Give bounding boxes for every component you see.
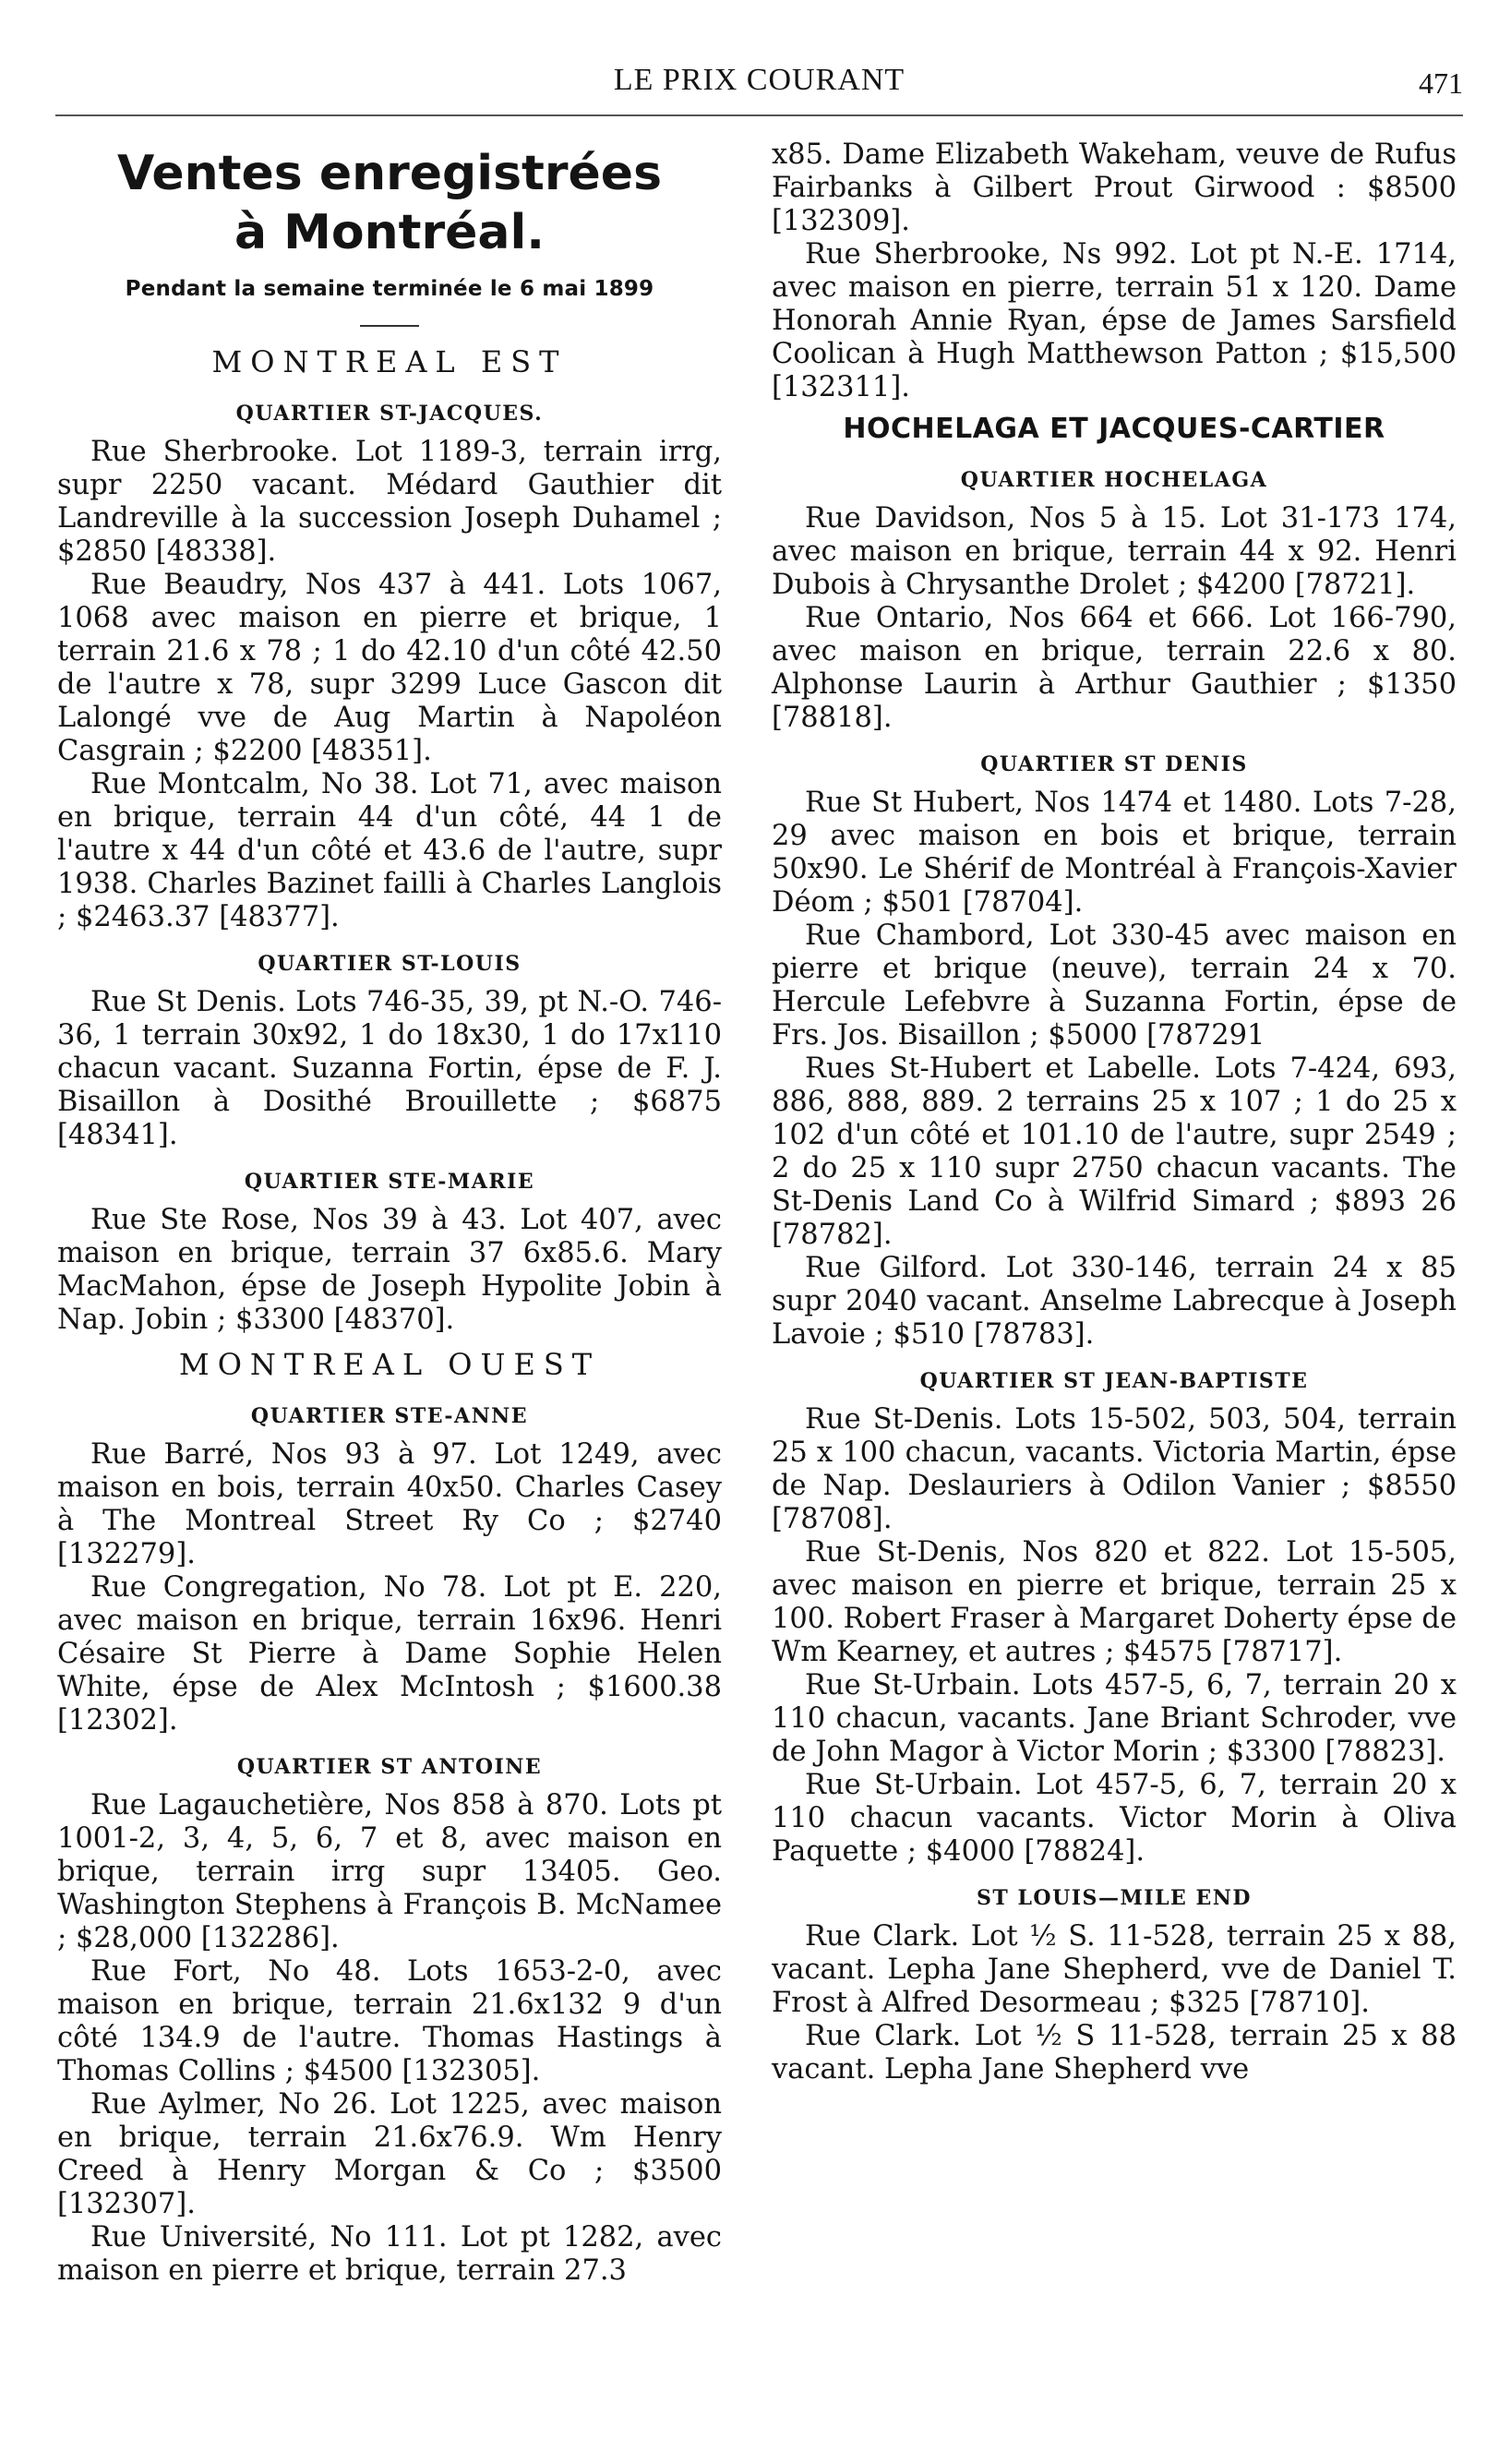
sale-entry: Rue St Denis. Lots 746-35, 39, pt N.-O. 746-36, 1 terrain 30x92, 1 do 18x30, 1 do 17x110 chacun vacant. Suzanna Fortin, épse de F. J. Bisaillon à Dosithé Brouillette ; $6875 [48341]. [57, 986, 722, 1151]
quarter-heading: QUARTIER ST JEAN-BAPTISTE [919, 1369, 1309, 1393]
sale-entry: Rue St-Denis. Lots 15-502, 503, 504, terrain 25 x 100 chacun, vacants. Victoria Martin, épse de Nap. Deslauriers à Odilon Vanier ; $8550 [78708]. [772, 1403, 1457, 1535]
sale-entry: Rues St-Hubert et Labelle. Lots 7-424, 693, 886, 888, 889. 2 terrains 25 x 107 ; 1 do 25 x 102 d'un côté et 101.10 de l'autre, supr 2549 ; 2 do 25 x 110 supr 2750 chacun vacants. The St-Denis Land Co à Wilfrid Simard ; $893 26 [78782]. [772, 1052, 1457, 1251]
quarter-heading: QUARTIER ST ANTOINE [236, 1755, 543, 1779]
quarter-heading: ST LOUIS—MILE END [977, 1886, 1252, 1910]
page-header [55, 57, 1463, 109]
sale-entry: Rue Fort, No 48. Lots 1653-2-0, avec maison en brique, terrain 21.6x132 9 d'un côté 134.9 de l'autre. Thomas Hastings à Thomas Collins ; $4500 [132305]. [57, 1955, 722, 2087]
sale-entry: Rue Ontario, Nos 664 et 666. Lot 166-790, avec maison en brique, terrain 22.6 x 80. Alphonse Laurin à Arthur Gauthier ; $1350 [78818]. [772, 602, 1457, 734]
sale-entry: Rue Sherbrooke, Ns 992. Lot pt N.-E. 1714, avec maison en pierre, terrain 51 x 120. Dame Honorah Annie Ryan, épse de James Sarsfield Coolican à Hugh Matthewson Patton ; $15,500 [132311]. [772, 238, 1457, 403]
title-line-1: Ventes enregistrées [116, 146, 663, 201]
quarter-heading: QUARTIER ST DENIS [980, 752, 1248, 776]
sale-entry: Rue Davidson, Nos 5 à 15. Lot 31-173 174, avec maison en brique, terrain 44 x 92. Henri Dubois à Chrysanthe Drolet ; $4200 [78721]. [772, 502, 1457, 601]
sale-entry: Rue Chambord, Lot 330-45 avec maison en pierre et brique (neuve), terrain 24 x 70. Hercule Lefebvre à Suzanna Fortin, épse de Frs. Jos. Bisaillon ; $5000 [787291 [772, 919, 1457, 1052]
sale-entry: Rue Clark. Lot ½ S 11-528, terrain 25 x 88 vacant. Lepha Jane Shepherd vve [772, 2020, 1457, 2085]
quarter-heading: QUARTIER ST-LOUIS [258, 952, 522, 976]
page-number: 471 [1419, 66, 1463, 100]
sale-entry: Rue St Hubert, Nos 1474 et 1480. Lots 7-28, 29 avec maison en bois et brique, terrain 50x90. Le Shérif de Montréal à François-Xavier Déom ; $501 [78704]. [772, 787, 1457, 919]
quarter-heading: QUARTIER ST-JACQUES. [235, 402, 544, 426]
division-heading: MONTREAL OUEST [178, 1347, 601, 1382]
quarter-heading: QUARTIER STE-ANNE [250, 1404, 529, 1428]
sale-entry-continued: x85. Dame Elizabeth Wakeham, veuve de Rufus Fairbanks à Gilbert Prout Girwood : $8500 [132309]. [772, 138, 1457, 237]
division-heading: MONTREAL EST [211, 344, 568, 379]
sale-entry: Rue Beaudry, Nos 437 à 441. Lots 1067, 1068 avec maison en pierre et brique, 1 terrain 21.6 x 78 ; 1 do 42.10 d'un côté 42.50 de l'autre x 78, supr 3299 Luce Gascon dit Lalongé vve de Aug Martin à Napoléon Casgrain ; $2200 [48351]. [57, 569, 722, 767]
sale-entry: Rue Congregation, No 78. Lot pt E. 220, avec maison en brique, terrain 16x96. Henri Césaire St Pierre à Dame Sophie Helen White, épse de Alex McIntosh ; $1600.38 [12302]. [57, 1571, 722, 1737]
division-heading: HOCHELAGA ET JACQUES-CARTIER [843, 413, 1385, 445]
sale-entry: Rue St-Denis, Nos 820 et 822. Lot 15-505, avec maison en pierre et brique, terrain 25 x 100. Robert Fraser à Margaret Doherty épse de Wm Kearney, et autres ; $4575 [78717]. [772, 1536, 1457, 1668]
title-line-2: à Montréal. [234, 205, 546, 260]
sale-entry: Rue Barré, Nos 93 à 97. Lot 1249, avec maison en bois, terrain 40x50. Charles Casey à The Montreal Street Ry Co ; $2740 [132279]. [57, 1438, 722, 1570]
sale-entry: Rue Aylmer, No 26. Lot 1225, avec maison en brique, terrain 21.6x76.9. Wm Henry Creed à Henry Morgan & Co ; $3500 [132307]. [57, 2088, 722, 2220]
sale-entry: Rue Clark. Lot ½ S. 11-528, terrain 25 x 88, vacant. Lepha Jane Shepherd, vve de Daniel T. Frost à Alfred Desormeau ; $325 [78710]. [772, 1920, 1457, 2019]
sale-entry: Rue Montcalm, No 38. Lot 71, avec maison en brique, terrain 44 d'un côté, 44 1 de l'autre x 44 d'un côté et 43.6 de l'autre, supr 1938. Charles Bazinet failli à Charles Langlois ; $2463.37 [48377]. [57, 768, 722, 933]
dateline: Pendant la semaine terminée le 6 mai 1899 [125, 277, 654, 301]
sale-entry: Rue Sherbrooke. Lot 1189-3, terrain irrg, supr 2250 vacant. Médard Gauthier dit Landreville à la succession Joseph Duhamel ; $2850 [48338]. [57, 436, 722, 568]
header-rule [55, 114, 1463, 116]
sale-entry: Rue St-Urbain. Lot 457-5, 6, 7, terrain 20 x 110 chacun vacants. Victor Morin à Oliva Paquette ; $4000 [78824]. [772, 1769, 1457, 1868]
left-column [57, 138, 722, 2288]
sale-entry: Rue Lagauchetière, Nos 858 à 870. Lots pt 1001-2, 3, 4, 5, 6, 7 et 8, avec maison en brique, terrain irrg supr 13405. Geo. Washington Stephens à François B. McNamee ; $28,000 [132286]. [57, 1789, 722, 1954]
sale-entry: Rue Gilford. Lot 330-146, terrain 24 x 85 supr 2040 vacant. Anselme Labrecque à Joseph Lavoie ; $510 [78783]. [772, 1252, 1457, 1351]
sale-entry: Rue St-Urbain. Lots 457-5, 6, 7, terrain 20 x 110 chacun, vacants. Jane Briant Schroder, vve de John Magor à Victor Morin ; $3300 [78823]. [772, 1669, 1457, 1768]
short-rule [360, 325, 419, 327]
quarter-heading: QUARTIER STE-MARIE [244, 1170, 535, 1194]
right-column [772, 138, 1457, 2086]
article-title [57, 144, 722, 262]
sale-entry: Rue Ste Rose, Nos 39 à 43. Lot 407, avec maison en brique, terrain 37 6x85.6. Mary MacMahon, épse de Joseph Hypolite Jobin à Nap. Jobin ; $3300 [48370]. [57, 1204, 722, 1336]
running-title: LE PRIX COURANT [613, 63, 905, 97]
sale-entry: Rue Université, No 111. Lot pt 1282, avec maison en pierre et brique, terrain 27.3 [57, 2221, 722, 2287]
quarter-heading: QUARTIER HOCHELAGA [960, 468, 1268, 492]
